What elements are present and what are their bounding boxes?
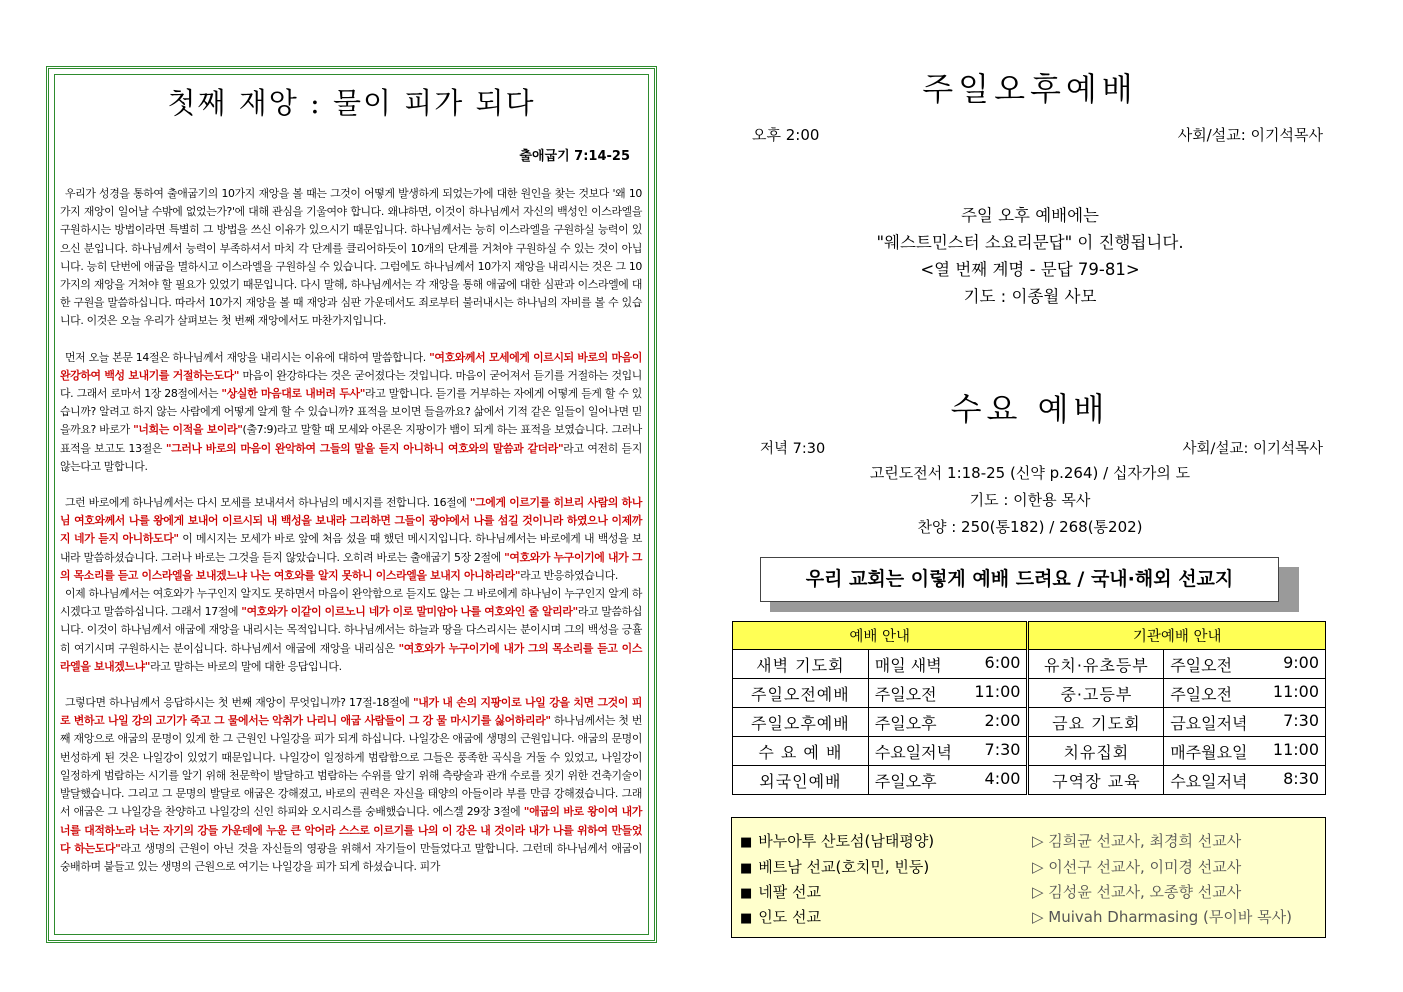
scripture-quote: "그에게 이르기를 히브리 사람의 하나님 여호와께서 나를 왕에게 보내어 이르시되 내 백성을 보내라 그리하면 그들이 광야에서 나를 섬길 것이니라 하였으나 이제까지 네가 듣지 아니하도다" — [60, 496, 642, 546]
service-time: 6:00 — [984, 652, 1021, 672]
text: 라고 여전히 듣지 않는다고 말합니다. — [60, 441, 643, 473]
dept-name: 금요 기도회 — [1028, 708, 1164, 737]
mission-missionaries: ▷ Muivah Dharmasing (무이바 목사) — [1032, 908, 1292, 926]
square-bullet-icon: ■ — [740, 886, 753, 901]
service-day: 수요일저녁 — [874, 742, 953, 762]
service-day: 주일오후 — [874, 771, 937, 791]
sermon-frame — [46, 66, 657, 943]
sermon-inner-border — [54, 74, 649, 935]
table-row — [733, 766, 1326, 795]
wednesday-scripture: 고린도전서 1:18-25 (신약 p.264) / 십자가의 도 — [869, 464, 1191, 482]
sermon-title: 첫째 재앙 : 물이 피가 되다 — [167, 86, 536, 120]
table-row — [733, 708, 1326, 737]
service-time-cell — [868, 679, 1028, 708]
table-row — [733, 737, 1326, 766]
service-day: 주일오전 — [874, 684, 937, 704]
sunday-afternoon-leader: 사회/설교: 이기석목사 — [1177, 126, 1323, 144]
wednesday-time: 저녁 7:30 — [760, 441, 826, 457]
mission-field — [740, 906, 821, 927]
service-time: 2:00 — [984, 710, 1021, 730]
wednesday-prayer: 기도 : 이한용 목사 — [969, 491, 1091, 509]
dept-time: 9:00 — [1283, 652, 1319, 672]
text: 먼저 오늘 본문 14절은 하나님께서 재앙을 내리시는 이유에 대하여 말씀합니다. — [65, 350, 430, 364]
table-row — [733, 679, 1326, 708]
mission-field-name: 네팔 선교 — [758, 883, 822, 901]
wednesday-service-title: 수요 예배 — [950, 390, 1110, 428]
table-row — [733, 650, 1326, 679]
square-bullet-icon: ■ — [740, 861, 753, 876]
dept-time-cell — [1164, 650, 1326, 679]
scripture-quote: "그러나 바로의 마음이 완악하여 그들의 말을 듣지 아니하니 여호와의 말씀과 같더라" — [165, 441, 564, 455]
mission-missionaries: ▷ 김희균 선교사, 최경희 선교사 — [1032, 832, 1242, 850]
service-name: 수 요 예 배 — [733, 737, 869, 766]
mission-field-name: 인도 선교 — [758, 908, 822, 926]
text: 라고 말합니다. 듣기를 거부하는 자에게 어떻게 듣게 할 수 있습니까? 알려고 하지 않는 사람에게 어떻게 알게 할 수 있습니까? 표적을 보이면 들을까요? 삶에서 기적 같은 일들이 일어나면 믿을까요? 바로가 — [60, 387, 642, 437]
text: (출7:9)라고 말할 때 모세와 아론은 지팡이가 뱀이 되게 하는 표적을 보였습니다. 그러나 표적을 보고도 13절은 — [60, 423, 642, 455]
service-name: 주일오전예배 — [733, 679, 869, 708]
text: 그런 바로에게 하나님께서는 다시 모세를 보내셔서 하나님의 메시지를 전합니다. 16절에 — [65, 496, 470, 510]
service-day: 주일오후 — [874, 713, 937, 733]
sermon-body — [60, 185, 642, 876]
table-header-dept: 기관예배 안내 — [1028, 622, 1326, 650]
dept-time-cell — [1164, 679, 1326, 708]
wednesday-leader: 사회/설교: 이기석목사 — [1182, 441, 1323, 457]
text: 그렇다면 하나님께서 응답하시는 첫 번째 재앙이 무엇입니까? 17절-18절에 — [65, 696, 413, 710]
dept-time: 7:30 — [1283, 710, 1319, 730]
service-name: 새벽 기도회 — [733, 650, 869, 679]
table-header-worship: 예배 안내 — [733, 622, 1028, 650]
dept-time: 8:30 — [1283, 768, 1319, 788]
worship-schedule-table — [732, 621, 1326, 795]
service-time: 7:30 — [984, 739, 1021, 759]
mission-missionaries: ▷ 김성윤 선교사, 오종향 선교사 — [1032, 883, 1242, 901]
scripture-quote: "상실한 마음대로 내버려 두사" — [221, 387, 366, 401]
mission-field — [740, 881, 821, 902]
scripture-reference: 출애굽기 7:14-25 — [519, 149, 630, 164]
service-name: 주일오후예배 — [733, 708, 869, 737]
text: 라고 반응하였습니다. — [520, 568, 618, 582]
notice-line-2: "웨스트민스터 소요리문답" 이 진행됩니다. — [876, 233, 1184, 252]
square-bullet-icon: ■ — [740, 835, 753, 850]
sermon-paragraph-2 — [60, 349, 642, 476]
dept-time: 11:00 — [1272, 739, 1319, 759]
wednesday-hymn: 찬양 : 250(통182) / 268(통202) — [917, 518, 1143, 536]
service-time-cell — [868, 737, 1028, 766]
dept-name: 유치·유초등부 — [1028, 650, 1164, 679]
text: 라고 말씀하십니다. 이것이 하나님께서 애굽에 재앙을 내리시는 목적입니다. 하나님께서는 하늘과 땅을 다스리시는 분이시며 그의 백성을 긍휼히 여기시며 구원하시는 분이십니다. 하나님께서 애굽에 재앙을 내리심은 — [60, 605, 642, 655]
dept-day: 매주월요일 — [1170, 742, 1248, 762]
mission-field-name: 베트남 선교(호치민, 빈둥) — [758, 858, 930, 876]
scripture-quote: "여호와가 누구이기에 내가 그의 목소리를 듣고 이스라엘을 보내겠느냐" — [60, 641, 642, 673]
service-day: 매일 새벽 — [874, 655, 942, 675]
text: 라고 생명의 근원이 아닌 것을 자신들의 영광을 위해서 자기들이 만들었다고 말합니다. 그런데 하나님께서 애굽이 숭배하며 붙들고 있는 생명의 근원으로 여기는 나일강을 피가 되게 하셨습니다. 피가 — [60, 841, 642, 873]
missions-box — [731, 817, 1326, 938]
dept-name: 치유집회 — [1028, 737, 1164, 766]
dept-day: 수요일저녁 — [1170, 771, 1248, 791]
service-name: 외국인예배 — [733, 766, 869, 795]
notice-line-4: 기도 : 이종월 사모 — [963, 287, 1097, 306]
text: 라고 말하는 바로의 말에 대한 응답입니다. — [150, 659, 342, 673]
service-time: 4:00 — [984, 768, 1021, 788]
scripture-quote: "여호와가 이같이 이르노니 네가 이로 말미암아 나를 여호와인 줄 알리라" — [241, 605, 578, 619]
notice-line-1: 주일 오후 예배에는 — [960, 206, 1099, 225]
sermon-paragraph-5 — [60, 694, 642, 876]
text: 이 메시지는 모세가 바로 앞에 처음 섰을 때 했던 메시지입니다. 하나님께서는 바로에게 내 백성을 보내라 말씀하셨습니다. 그러나 바로는 그것을 듣지 않았습니다. 오히려 바로는 출애굽기 5장 2절에 — [60, 532, 643, 564]
dept-day: 주일오전 — [1170, 655, 1233, 675]
sunday-afternoon-notice — [730, 202, 1330, 310]
sermon-paragraph-4 — [60, 585, 642, 676]
mission-field — [740, 856, 929, 877]
mission-missionaries: ▷ 이선구 선교사, 이미경 선교사 — [1032, 858, 1242, 876]
worship-banner: 우리 교회는 이렇게 예배 드려요 / 국내·해외 선교지 — [760, 557, 1279, 602]
sermon-paragraph-3 — [60, 494, 642, 585]
service-time: 11:00 — [974, 681, 1021, 701]
dept-name: 구역장 교육 — [1028, 766, 1164, 795]
dept-name: 중·고등부 — [1028, 679, 1164, 708]
text: 하나님께서는 첫 번째 재앙으로 애굽의 문명이 있게 한 그 근원인 나일강을 피가 되게 하십니다. 나일강은 애굽에 생명의 근원입니다. 애굽의 문명이 번성하게 된 것은 나일강이 있었기 때문입니다. 나일강이 일정하게 범람함으로 그들은 풍족한 곡식을 거둘 수 있었고, 나일강이 일정하게 범람하는 시기를 알기 위해 천문학이 발달하고 범람하는 수위를 알기 위해 측량술과 관개 수로를 짓기 위한 건축기술이 발달했습니다. 그리고 그 문명의 발달로 애굽은 강해졌고, 바로의 권력은 자신을 태양의 아들이라 부를 만큼 강해졌습니다. 그래서 애굽은 그 나일강을 찬양하고 나일강의 신인 하피와 오시리스를 숭배했습니다. 에스겔 29장 3절에 — [60, 714, 642, 819]
dept-time-cell — [1164, 708, 1326, 737]
sunday-afternoon-time: 오후 2:00 — [752, 126, 820, 144]
dept-day: 주일오전 — [1170, 684, 1233, 704]
mission-field-name: 바누아투 산토섬(남태평양) — [758, 832, 935, 850]
scripture-quote: "애굽의 바로 왕이여 내가 너를 대적하노라 너는 자기의 강들 가운데에 누운 큰 악어라 스스로 이르기를 나의 이 강은 내 것이라 내가 나를 위하여 만들었다 하는도다" — [60, 805, 642, 855]
dept-time-cell — [1164, 737, 1326, 766]
scripture-quote: "내가 내 손의 지팡이로 나일 강을 치면 그것이 피로 변하고 나일 강의 고기가 죽고 그 물에서는 악취가 나리니 애굽 사람들이 그 강 물 마시기를 싫어하리라" — [60, 696, 642, 728]
mission-field — [740, 830, 934, 851]
text: 마음이 완강하다는 것은 굳어졌다는 것입니다. 마음이 굳어져서 듣기를 거절하는 것입니다. 그래서 로마서 1장 28절에서는 — [60, 368, 642, 401]
dept-time-cell — [1164, 766, 1326, 795]
dept-time: 11:00 — [1272, 681, 1319, 701]
square-bullet-icon: ■ — [740, 911, 753, 926]
service-time-cell — [868, 708, 1028, 737]
text: 이제 하나님께서는 여호와가 누구인지 알지도 못하면서 마음이 완악함으로 듣지도 않는 그 바로에게 하나님이 누구인지 알게 하시겠다고 말씀하십니다. 그래서 17절에 — [60, 587, 642, 619]
sermon-paragraph-1: 우리가 성경을 통하여 출애굽기의 10가지 재앙을 볼 때는 그것이 어떻게 발생하게 되었는가에 대한 원인을 찾는 것보다 '왜 10가지 재앙이 일어날 수밖에 없었는가?'에 대해 관심을 기울여야 합니다. 왜냐하면, 이것이 하나님께서 자신의 백성인 이스라엘을 구원하시는 방법이라면 특별히 그 방법을 쓰신 이유가 있으시기 때문입니다. 하나님께서는 능히 이스라엘을 구원하실 능력이 있으신 분입니다. 하나님께서 능력이 부족하셔서 마치 각 단계를 클리어하듯이 10개의 단계를 거쳐야 구원하실 수 있는 것이 아닙니다. 능히 단번에 애굽을 멸하시고 이스라엘을 구원하실 수 있습니다. 그럼에도 하나님께서 10가지 재앙을 내리시는 것은 그 10가지의 재앙을 거쳐야 할 필요가 있었기 때문입니다. 다시 말해, 하나님께서는 각 재앙을 통해 애굽에 대한 심판과 이스라엘에 대한 구원을 말씀하십니다. 따라서 10가지 재앙을 볼 때 재앙과 심판 가운데서도 죄로부터 불러내시는 하나님의 자비를 볼 수 있습니다. 이것은 오늘 우리가 살펴보는 첫 번째 재앙에서도 마찬가지입니다. — [60, 187, 642, 328]
notice-line-3: <열 번째 계명 - 문답 79-81> — [920, 260, 1140, 279]
service-time-cell — [868, 650, 1028, 679]
scripture-quote: "여호와가 누구이기에 내가 그의 목소리를 듣고 이스라엘을 보내겠느냐 나는 여호와를 알지 못하니 이스라엘을 보내지 아니하리라" — [60, 550, 642, 582]
sunday-afternoon-title: 주일오후예배 — [922, 70, 1138, 108]
dept-day: 금요일저녁 — [1170, 713, 1248, 733]
service-time-cell — [868, 766, 1028, 795]
scripture-quote: "여호와께서 모세에게 이르시되 바로의 마음이 완강하여 백성 보내기를 거절하는도다" — [60, 350, 642, 382]
scripture-quote: "너희는 이적을 보이라" — [133, 423, 243, 437]
